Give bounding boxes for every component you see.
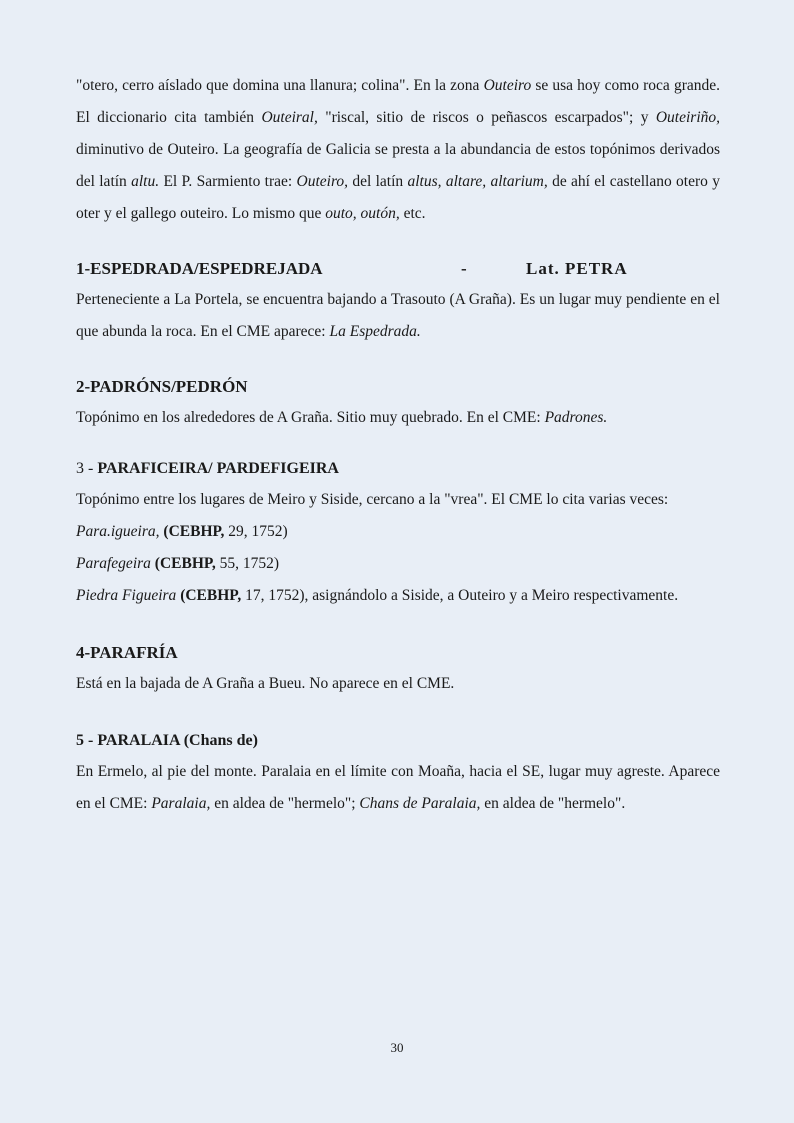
section-3-line-1: [76, 516, 720, 548]
section-heading-1: [76, 254, 720, 284]
text-run: Topónimo entre los lugares de Meiro y Siside, cercano a la "vrea". El CME lo cita varias veces:: [76, 491, 669, 508]
heading-title: 1-ESPEDRADA/ESPEDREJADA: [76, 259, 323, 278]
section-heading-4: 4-PARAFRÍA: [76, 643, 178, 662]
section-heading-2: 2-PADRÓNS/PEDRÓN: [76, 377, 248, 396]
heading-dash: -: [461, 259, 467, 278]
bold-ref: (CEBHP,: [180, 587, 242, 604]
italic-term: Chans de Paralaia,: [359, 795, 481, 812]
section-3-line-2: [76, 548, 720, 580]
section-3-line-3: [76, 580, 720, 612]
italic-term: altu.: [131, 173, 160, 190]
heading-title: PARAFICEIRA/ PARDEFIGEIRA: [97, 460, 339, 477]
text-run: 29, 1752): [224, 523, 288, 540]
italic-term: Outeiro,: [296, 173, 349, 190]
section-4-paragraph: [76, 668, 720, 700]
text-run: Topónimo en los alrededores de A Graña. Sitio muy quebrado. En el CME:: [76, 409, 545, 426]
text-run: En Ermelo, al pie del monte. Paralaia en el límite con Moaña, hacia el SE, lugar muy agreste. Aparece en el CME:: [76, 763, 720, 812]
text-run: 55, 1752): [215, 555, 280, 572]
italic-term: Outeiriño,: [655, 109, 721, 126]
text-run: "riscal, sitio de riscos o peñascos escarpados"; y: [317, 109, 656, 126]
bold-ref: (CEBHP,: [163, 523, 225, 540]
italic-term: altus, altare, altarium,: [407, 173, 548, 190]
italic-term: La Espedrada.: [329, 323, 421, 340]
heading-latin: Lat. PETRA: [526, 259, 628, 278]
page-number: 30: [390, 1040, 404, 1055]
text-run: del latín: [348, 173, 408, 190]
section-5-paragraph: [76, 756, 720, 820]
text-run: El P. Sarmiento trae:: [159, 173, 297, 190]
italic-term: outo, outón,: [325, 205, 400, 222]
text-run: diminutivo de Outeiro. La geografía de Galicia se presta a la abundancia de estos topónimos derivados del latín: [76, 141, 720, 190]
text-run: etc.: [399, 205, 426, 222]
text-run: Perteneciente a La Portela, se encuentra bajando a Trasouto (A Graña). Es un lugar muy pendiente en el que abunda la roca. En el CME aparece:: [76, 291, 720, 340]
text-run: en aldea de "hermelo".: [480, 795, 626, 812]
document-page: [76, 70, 720, 820]
italic-term: Para.igueira,: [76, 523, 160, 540]
text-run: Está en la bajada de A Graña a Bueu. No aparece en el CME.: [76, 675, 455, 692]
section-3-paragraph: [76, 484, 720, 516]
section-1-paragraph: [76, 284, 720, 348]
text-run: 17, 1752), asignándolo a Siside, a Outeiro y a Meiro respectivamente.: [241, 587, 679, 604]
bold-ref: (CEBHP,: [154, 555, 216, 572]
italic-term: Outeiral,: [261, 109, 318, 126]
heading-suffix: (Chans de): [179, 732, 258, 749]
text-run: de ahí el castellano otero y oter y el gallego outeiro. Lo mismo que: [76, 173, 720, 222]
intro-paragraph: [76, 70, 720, 230]
section-2-paragraph: [76, 402, 720, 434]
section-heading-5: [76, 726, 720, 756]
heading-prefix: 3 -: [76, 460, 98, 477]
text-run: se usa hoy como roca grande. El diccionario cita también: [76, 77, 720, 126]
italic-term: Piedra Figueira: [76, 587, 177, 604]
italic-term: Parafegeira: [76, 555, 151, 572]
italic-term: Padrones.: [544, 409, 608, 426]
text-run: en aldea de "hermelo";: [210, 795, 360, 812]
section-heading-3: [76, 454, 720, 484]
italic-term: Paralaia,: [151, 795, 211, 812]
heading-title: 5 - PARALAIA: [76, 732, 180, 749]
text-run: "otero, cerro aíslado que domina una llanura; colina". En la zona: [76, 77, 484, 94]
italic-term: Outeiro: [483, 77, 532, 94]
